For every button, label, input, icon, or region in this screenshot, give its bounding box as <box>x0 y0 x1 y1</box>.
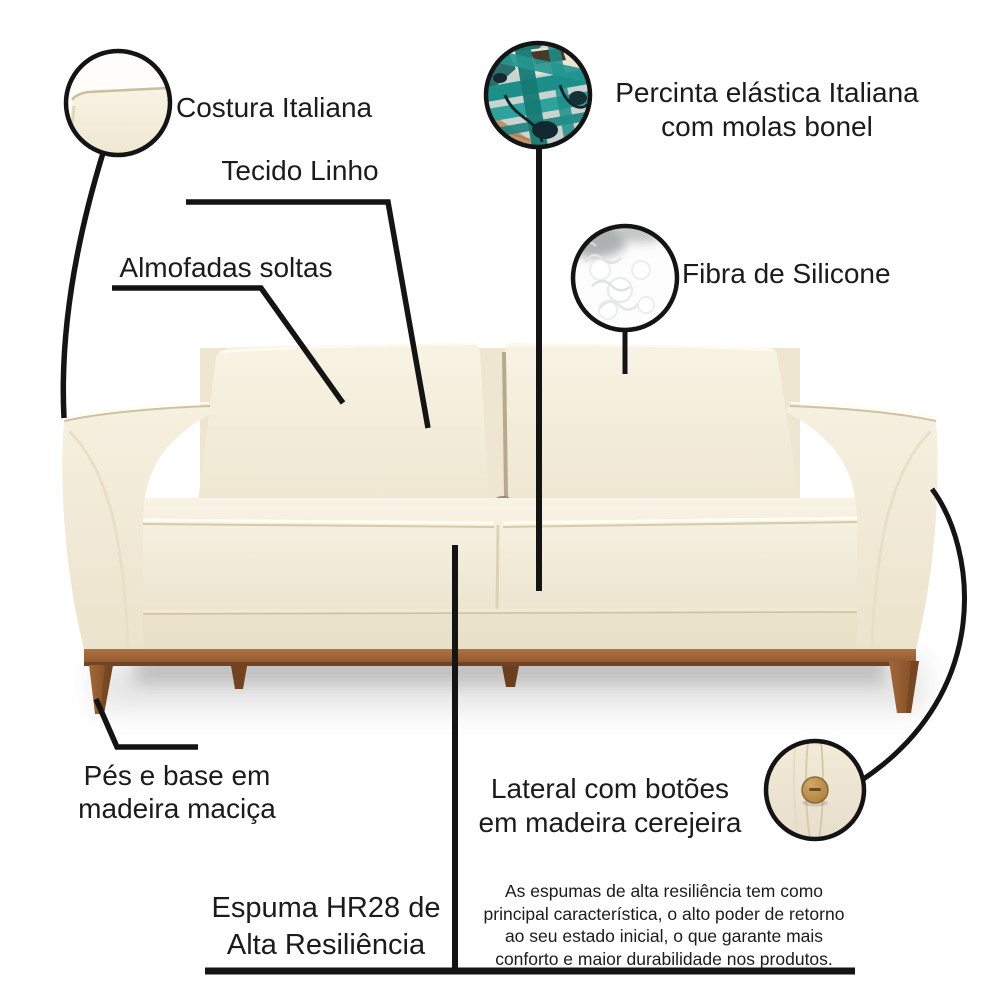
detail-circle-botao <box>766 741 864 839</box>
description-line: ao seu estado inicial, o que garante mais <box>504 926 824 946</box>
sofa-illustration <box>62 343 937 714</box>
back-cushion-left <box>198 343 489 512</box>
callout-text: Costura Italiana <box>176 92 373 123</box>
callout-text-line1: Percinta elástica Italiana <box>615 77 919 108</box>
back-cushion-right <box>505 343 800 510</box>
costura-detail-photo <box>66 85 172 160</box>
description-line: As espumas de alta resiliência tem como <box>504 881 824 901</box>
detail-circle-costura <box>66 51 172 160</box>
callout-label-percinta <box>592 76 942 144</box>
callout-label-almofadas <box>76 251 376 285</box>
description-paragraph <box>464 880 864 970</box>
callout-label-pes <box>27 759 327 825</box>
callout-text: Almofadas soltas <box>119 252 333 283</box>
callout-text-line1: Lateral com botões <box>490 773 730 804</box>
callout-text-line2: em madeira cerejeira <box>478 807 742 838</box>
callout-label-costura <box>176 91 372 125</box>
callout-label-tecido <box>150 154 450 188</box>
wood-base <box>84 648 916 666</box>
callout-label-fibra <box>682 257 891 291</box>
callout-label-espuma <box>176 890 476 964</box>
seat-cushions <box>142 498 858 649</box>
callout-text: Tecido Linho <box>221 155 379 186</box>
callout-label-lateral <box>460 772 760 840</box>
callout-text-line2: Alta Resiliência <box>226 929 426 961</box>
callout-text-line1: Espuma HR28 de <box>211 892 441 924</box>
callout-text-line1: Pés e base em <box>83 760 271 791</box>
leader-line-costura <box>63 153 103 418</box>
fibra-detail-photo <box>563 219 677 330</box>
description-line: conforto e maior durabilidade nos produtos. <box>495 948 833 969</box>
callout-text-line2: madeira maciça <box>78 793 276 824</box>
detail-circle-fibra <box>563 219 677 330</box>
callout-text-line2: com molas bonel <box>661 111 873 142</box>
callout-text: Fibra de Silicone <box>682 258 891 289</box>
description-line: principal característica, o alto poder de retorno <box>483 903 845 924</box>
